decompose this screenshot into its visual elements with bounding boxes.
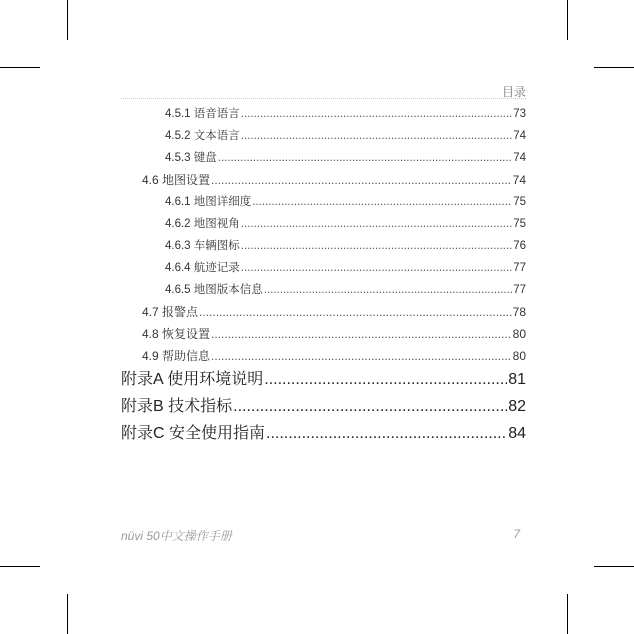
- toc-entry-title: 附录C 安全使用指南: [121, 425, 266, 442]
- footer-page-number: 7: [513, 527, 520, 541]
- toc-leader: [241, 262, 512, 274]
- toc-leader: [264, 371, 507, 389]
- toc-entry-page: 76: [513, 240, 526, 252]
- toc-entry-title: 4.6.1 地图详细度: [165, 196, 252, 208]
- toc-entry-page: 75: [513, 196, 526, 208]
- crop-mark: [594, 67, 634, 68]
- toc-leader: [211, 173, 512, 187]
- crop-mark: [0, 67, 40, 68]
- toc-entry-page: 80: [512, 349, 526, 363]
- toc-entry-page: 77: [513, 284, 526, 296]
- toc-entry-title: 4.9 帮助信息: [142, 349, 211, 363]
- toc-entry-page: 84: [508, 425, 526, 442]
- toc-entry[interactable]: [165, 237, 526, 253]
- toc-entry[interactable]: [165, 127, 526, 143]
- toc-entry[interactable]: [165, 281, 526, 297]
- toc-entry[interactable]: [165, 193, 526, 209]
- toc-entry-page: 74: [513, 130, 526, 142]
- crop-mark: [567, 594, 568, 634]
- toc-leader: [233, 398, 507, 416]
- crop-mark: [567, 0, 568, 40]
- toc-entry-page: 80: [512, 327, 526, 341]
- toc-entry[interactable]: [121, 420, 526, 443]
- toc-entry[interactable]: [142, 303, 526, 320]
- toc-entry-page: 74: [513, 152, 526, 164]
- toc-entry-title: 4.6.4 航迹记录: [165, 262, 240, 274]
- toc-entry-page: 73: [513, 108, 526, 120]
- toc-entry[interactable]: [142, 325, 526, 342]
- toc-entry[interactable]: [121, 393, 526, 416]
- toc-leader: [218, 152, 512, 164]
- toc-entry-title: 4.7 报警点: [142, 305, 199, 319]
- toc-leader: [211, 327, 512, 341]
- toc-entry-page: 81: [508, 371, 526, 388]
- crop-mark: [67, 0, 68, 40]
- toc-entry-title: 4.8 恢复设置: [142, 327, 211, 341]
- toc-leader: [241, 240, 512, 252]
- toc-entry[interactable]: [165, 149, 526, 165]
- toc-entry[interactable]: [142, 171, 526, 188]
- toc-entry-page: 77: [513, 262, 526, 274]
- toc-leader: [241, 218, 512, 230]
- toc-leader: [266, 425, 507, 443]
- footer-manual-title: nüvi 50中文操作手册: [121, 529, 232, 543]
- toc-entry-page: 78: [512, 305, 526, 319]
- toc-entry-page: 74: [512, 173, 526, 187]
- crop-mark: [0, 566, 40, 567]
- section-header: 目录: [501, 85, 526, 99]
- header-rule: [121, 98, 526, 99]
- toc-entry-title: 附录A 使用环境说明: [121, 371, 264, 388]
- toc-entry-page: 82: [508, 398, 526, 415]
- toc-entry[interactable]: [165, 259, 526, 275]
- toc-entry-title: 4.6.5 地图版本信息: [165, 284, 263, 296]
- toc-leader: [241, 130, 512, 142]
- toc-leader: [264, 284, 512, 296]
- toc-leader: [252, 196, 512, 208]
- toc-leader: [211, 349, 512, 363]
- toc-leader: [199, 305, 512, 319]
- toc-entry[interactable]: [165, 105, 526, 121]
- toc-entry-title: 附录B 技术指标: [121, 398, 233, 415]
- toc-entry[interactable]: [142, 347, 526, 364]
- toc-entry-title: 4.5.2 文本语言: [165, 130, 240, 142]
- toc-entry-title: 4.5.3 键盘: [165, 152, 217, 164]
- toc-entry-title: 4.5.1 语音语言: [165, 108, 240, 120]
- toc-entry-title: 4.6.2 地图视角: [165, 218, 240, 230]
- crop-mark: [67, 594, 68, 634]
- toc-entry[interactable]: [121, 366, 526, 389]
- toc-entry-title: 4.6 地图设置: [142, 173, 211, 187]
- toc-entry-title: 4.6.3 车辆图标: [165, 240, 240, 252]
- toc-entry-page: 75: [513, 218, 526, 230]
- toc-entry[interactable]: [165, 215, 526, 231]
- crop-mark: [594, 566, 634, 567]
- toc-leader: [241, 108, 512, 120]
